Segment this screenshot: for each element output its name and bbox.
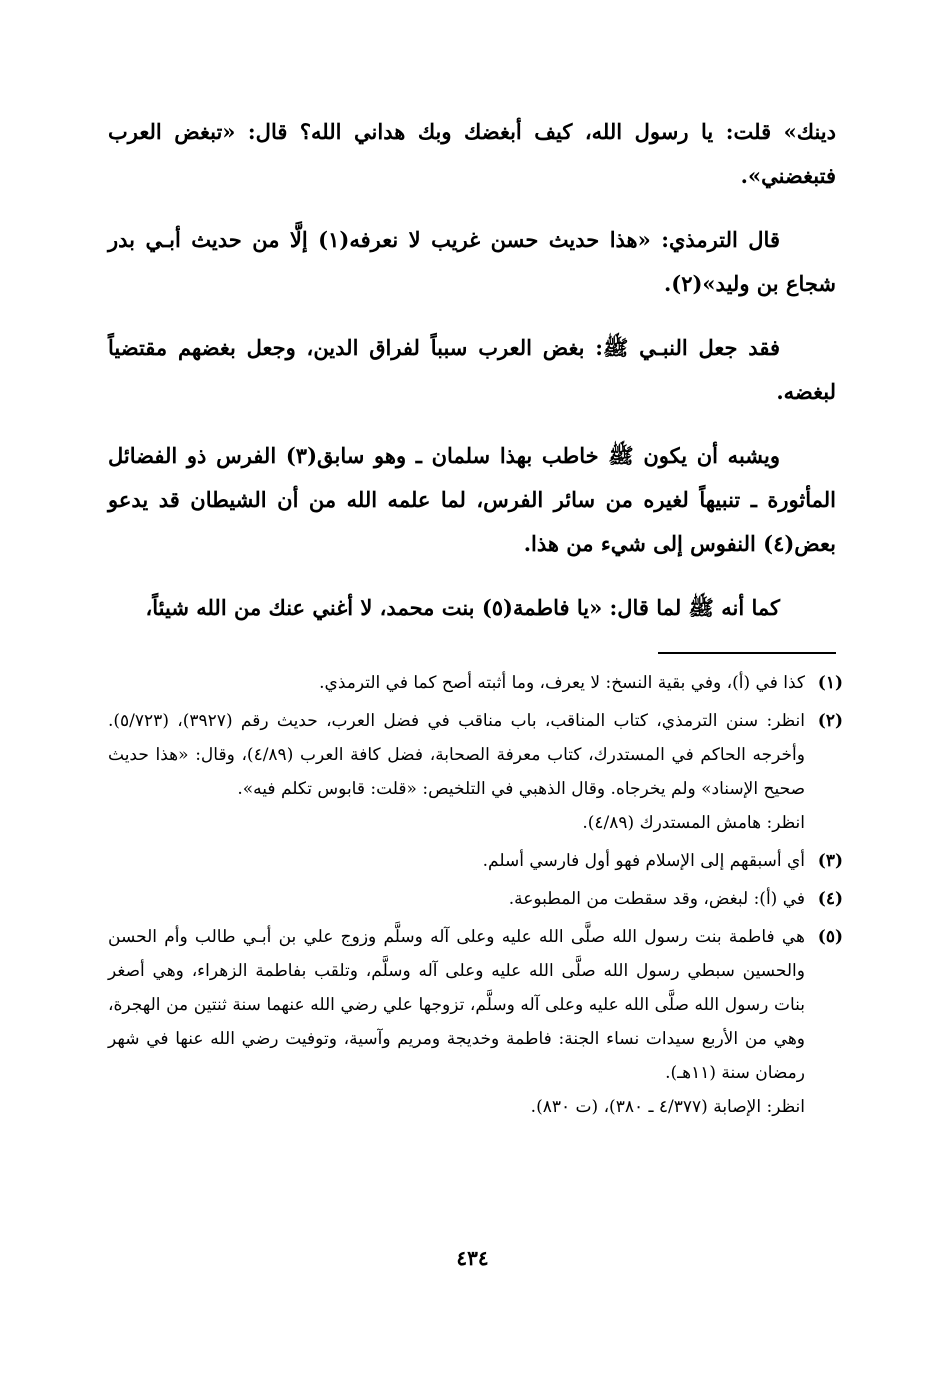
footnote-number: (٢) <box>817 711 843 731</box>
footnote-number: (٥) <box>817 927 843 947</box>
footnote-2 <box>108 704 843 840</box>
footnote-text: انظر: الإصابة (٤/٣٧٧ ـ ٣٨٠)، (ت ٨٣٠). <box>530 1097 805 1117</box>
footnote-number: (٣) <box>817 851 843 871</box>
footnote-number: (١) <box>817 673 843 693</box>
main-paragraph-4: ويشبه أن يكون ﷺ خاطب بهذا سلمان ـ وهو سابق(٣) الفرس ذو الفضائل المأثورة ـ تنبيهاً لغيره من سائر الفرس، لما علمه الله من أن الشيطان قد يدعو بعض(٤) النفوس إلى شيء من هذا. <box>108 443 836 556</box>
main-text <box>108 110 836 650</box>
footnote-text: أي أسبقهم إلى الإسلام فهو أول فارسي أسلم. <box>482 851 805 871</box>
footnote-4 <box>108 882 843 916</box>
footnote-5 <box>108 920 843 1124</box>
footnote-text: هي فاطمة بنت رسول الله صلَّى الله عليه وعلى آله وسلَّم وزوج علي بن أبـي طالب وأم الحسن والحسين سبطي رسول الله صلَّى الله عليه وعلى آله وسلَّم، وتلقب بفاطمة الزهراء، وهي أصغر بنات رسول الله صلَّى الله عليه وعلى آله وسلَّم، تزوجها علي رضي الله عنهما سنة ثنتين من الهجرة، وهي من الأربع سيدات نساء الجنة: فاطمة وخديجة ومريم وآسية، وتوفيت رضي الله عنها في شهر رمضان سنة (١١هـ). <box>108 927 805 1083</box>
page-number: ٤٣٤ <box>456 1246 489 1270</box>
main-paragraph-5: كما أنه ﷺ لما قال: «يا فاطمة(٥) بنت محمد، لا أغني عنك من الله شيئاً، <box>145 595 780 620</box>
main-paragraph-1: دينك» قلت: يا رسول الله، كيف أبغضك وبك هداني الله؟ قال: «تبغض العرب فتبغضني». <box>108 119 836 188</box>
footnote-3 <box>108 844 843 878</box>
footnotes <box>108 666 843 1128</box>
footnote-1 <box>108 666 843 700</box>
main-paragraph-2: قال الترمذي: «هذا حديث حسن غريب لا نعرفه(١) إلَّا من حديث أبـي بدر شجاع بن وليد»(٢). <box>108 227 836 296</box>
footnote-number: (٤) <box>817 889 843 909</box>
footnote-text: في (أ): لبغض، وقد سقطت من المطبوعة. <box>508 889 805 909</box>
footnote-text: انظر: هامش المستدرك (٤/٨٩). <box>582 813 805 833</box>
footnote-text: كذا في (أ)، وفي بقية النسخ: لا يعرف، وما أثبته أصح كما في الترمذي. <box>319 673 805 693</box>
footnote-separator <box>658 652 836 654</box>
footnote-text: انظر: سنن الترمذي، كتاب المناقب، باب مناقب في فضل العرب، حديث رقم (٣٩٢٧)، (٥/٧٢٣). وأخرجه الحاكم في المستدرك، كتاب معرفة الصحابة، فضل كافة العرب (٤/٨٩)، وقال: «هذا حديث صحيح الإسناد» ولم يخرجاه. وقال الذهبي في التلخيص: «قلت: قابوس تكلم فيه». <box>108 711 806 799</box>
main-paragraph-3: فقد جعل النبـي ﷺ: بغض العرب سبباً لفراق الدين، وجعل بغضهم مقتضياً لبغضه. <box>108 335 836 404</box>
